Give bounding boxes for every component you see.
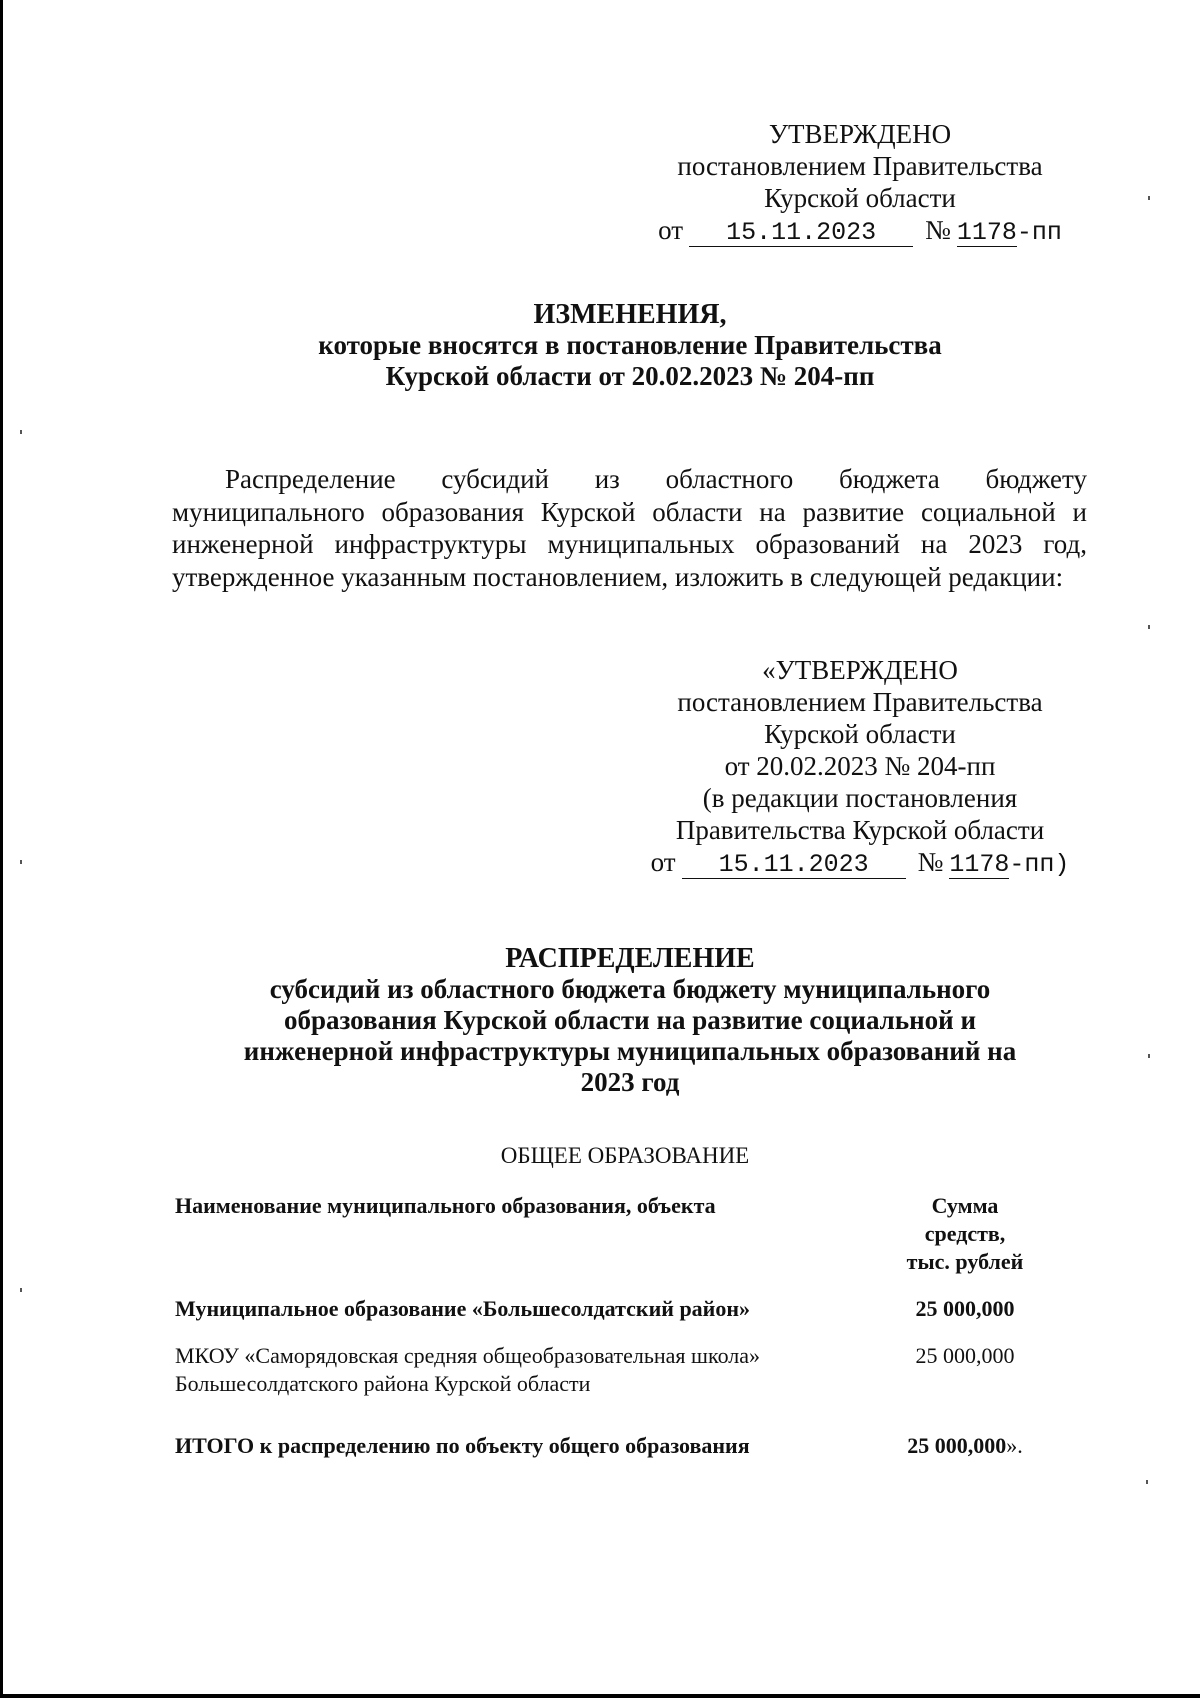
distribution-subtitle-line: инженерной инфраструктуры муниципальных образований на xyxy=(243,1036,1017,1066)
column-header-amount-line: тыс. рублей xyxy=(906,1249,1024,1274)
body-paragraph: Распределение субсидий из областного бюджета бюджету муниципального образования Курской области на развитие социальной и инженерной инфраструктуры муниципальных образований на 2023 год, утвержденное указанным постановлением, изложить в следующей редакции: xyxy=(172,464,1087,592)
scan-speck xyxy=(1148,1054,1150,1058)
approval-line: от 20.02.2023 № 204-пп xyxy=(724,751,996,781)
number-prefix: № xyxy=(925,215,951,245)
approval-line: постановлением Правительства xyxy=(677,151,1043,181)
approval-line: Курской области xyxy=(764,183,956,213)
changes-title: ИЗМЕНЕНИЯ, xyxy=(533,299,727,330)
approval-title: УТВЕРЖДЕНО xyxy=(768,119,952,149)
changes-heading xyxy=(170,299,1090,392)
decree-number-suffix: -пп xyxy=(1016,218,1062,247)
changes-subtitle-line: Курской области от 20.02.2023 № 204-пп xyxy=(385,361,875,391)
approval-line: (в редакции постановления xyxy=(702,783,1018,813)
total-suffix: ». xyxy=(1006,1433,1023,1458)
total-amount: 25 000,000 xyxy=(907,1433,1007,1458)
distribution-subtitle-line: образования Курской области на развитие социальной и xyxy=(283,1005,977,1035)
date-prefix: от xyxy=(650,847,676,877)
column-header-amount xyxy=(865,1192,1065,1276)
number-prefix: № xyxy=(917,847,944,877)
decree-number-suffix: -пп) xyxy=(1009,850,1070,879)
total-label: ИТОГО к распределению по объекту общего образования xyxy=(175,1433,750,1458)
scan-speck xyxy=(20,1288,22,1292)
approval-date-number-line xyxy=(650,846,1070,881)
section-title: ОБЩЕЕ ОБРАЗОВАНИЕ xyxy=(500,1143,750,1168)
approval-line: Курской области xyxy=(764,719,956,749)
decree-number: 1178 xyxy=(956,218,1017,247)
decree-date: 15.11.2023 xyxy=(682,852,906,879)
distribution-subtitle-line: субсидий из областного бюджета бюджету муниципального xyxy=(269,974,991,1004)
approval-date-number-line xyxy=(650,214,1070,249)
distribution-title: РАСПРЕДЕЛЕНИЕ xyxy=(505,943,755,974)
distribution-heading xyxy=(170,943,1090,1098)
scan-speck xyxy=(1146,1480,1148,1484)
approval-title: «УТВЕРЖДЕНО xyxy=(762,655,958,685)
object-name xyxy=(175,1342,855,1398)
object-amount: 25 000,000 xyxy=(915,1343,1015,1368)
scan-speck xyxy=(20,860,22,864)
distribution-subtitle-line: 2023 год xyxy=(580,1067,680,1097)
scan-bottom-border xyxy=(0,1694,1200,1698)
scan-speck xyxy=(1148,625,1150,629)
approval-line: постановлением Правительства xyxy=(677,687,1043,717)
decree-number: 1178 xyxy=(949,850,1010,879)
object-name-line: Большесолдатского района Курской области xyxy=(175,1371,591,1396)
approval-stamp-block xyxy=(650,654,1070,881)
changes-subtitle-line: которые вносятся в постановление Правительства xyxy=(318,330,942,360)
approval-stamp-block xyxy=(650,118,1070,249)
column-header-amount-line: средств, xyxy=(924,1221,1006,1246)
object-name-line: МКОУ «Саморядовская средняя общеобразовательная школа» xyxy=(175,1343,761,1368)
scan-speck xyxy=(1148,196,1150,200)
scan-left-border xyxy=(0,0,3,1698)
column-header-amount-line: Сумма xyxy=(931,1193,999,1218)
approval-line: Правительства Курской области xyxy=(675,815,1045,845)
scan-speck xyxy=(20,430,22,434)
total-amount-cell xyxy=(865,1432,1065,1460)
date-prefix: от xyxy=(658,215,684,245)
column-header-name: Наименование муниципального образования, объекта xyxy=(175,1193,716,1218)
municipality-amount: 25 000,000 xyxy=(915,1296,1015,1321)
municipality-name: Муниципальное образование «Большесолдатский район» xyxy=(175,1296,751,1321)
decree-date: 15.11.2023 xyxy=(689,220,913,247)
